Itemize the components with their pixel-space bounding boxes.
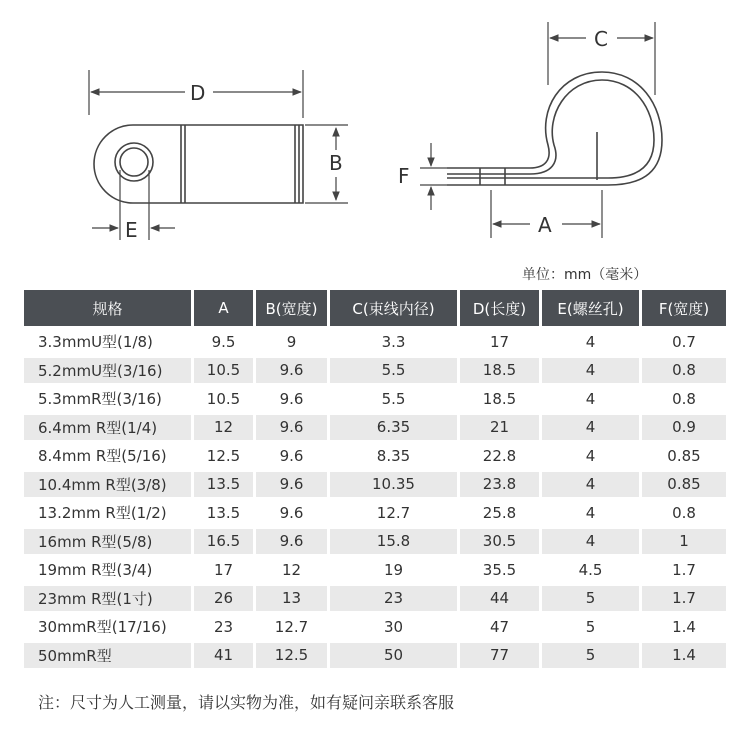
table-row xyxy=(24,611,726,640)
value-b-cell: 12.5 xyxy=(256,640,330,669)
value-b-cell: 13 xyxy=(256,583,330,612)
value-f-cell: 0.85 xyxy=(642,469,726,498)
value-e-cell: 4 xyxy=(542,497,642,526)
value-c-cell: 5.5 xyxy=(330,383,460,412)
table-row xyxy=(24,640,726,669)
spec-name-cell: 5.3mmR型(3/16) xyxy=(24,383,194,412)
value-c-cell: 5.5 xyxy=(330,355,460,384)
table-row xyxy=(24,469,726,498)
value-f-cell: 0.85 xyxy=(642,440,726,469)
value-e-cell: 5 xyxy=(542,611,642,640)
value-d-cell: 35.5 xyxy=(460,554,542,583)
spec-name-cell: 50mmR型 xyxy=(24,640,194,669)
value-c-cell: 30 xyxy=(330,611,460,640)
value-b-cell: 9.6 xyxy=(256,383,330,412)
value-c-cell: 8.35 xyxy=(330,440,460,469)
spec-name-cell: 19mm R型(3/4) xyxy=(24,554,194,583)
value-f-cell: 0.8 xyxy=(642,355,726,384)
label-b: B xyxy=(329,151,343,175)
header-a: A xyxy=(194,290,256,326)
value-f-cell: 0.9 xyxy=(642,412,726,441)
value-f-cell: 0.8 xyxy=(642,497,726,526)
value-c-cell: 10.35 xyxy=(330,469,460,498)
value-a-cell: 26 xyxy=(194,583,256,612)
header-b: B(宽度) xyxy=(256,290,330,326)
value-b-cell: 9.6 xyxy=(256,412,330,441)
value-b-cell: 9.6 xyxy=(256,469,330,498)
value-e-cell: 4 xyxy=(542,526,642,555)
value-e-cell: 4 xyxy=(542,355,642,384)
value-a-cell: 12 xyxy=(194,412,256,441)
label-d: D xyxy=(190,81,206,105)
label-a: A xyxy=(538,213,552,237)
table-body xyxy=(24,326,726,668)
header-d: D(长度) xyxy=(460,290,542,326)
label-c: C xyxy=(594,27,608,51)
value-b-cell: 9.6 xyxy=(256,355,330,384)
value-a-cell: 23 xyxy=(194,611,256,640)
value-d-cell: 18.5 xyxy=(460,355,542,384)
value-b-cell: 9.6 xyxy=(256,440,330,469)
spec-name-cell: 23mm R型(1寸) xyxy=(24,583,194,612)
value-e-cell: 4 xyxy=(542,383,642,412)
value-e-cell: 4 xyxy=(542,469,642,498)
value-b-cell: 12.7 xyxy=(256,611,330,640)
value-a-cell: 10.5 xyxy=(194,355,256,384)
value-c-cell: 19 xyxy=(330,554,460,583)
value-b-cell: 9.6 xyxy=(256,526,330,555)
value-f-cell: 1.7 xyxy=(642,554,726,583)
value-a-cell: 17 xyxy=(194,554,256,583)
spec-name-cell: 30mmR型(17/16) xyxy=(24,611,194,640)
table-row xyxy=(24,383,726,412)
value-b-cell: 9.6 xyxy=(256,497,330,526)
table-row xyxy=(24,497,726,526)
label-f: F xyxy=(398,164,410,188)
value-a-cell: 9.5 xyxy=(194,326,256,355)
top-view-drawing xyxy=(94,125,303,203)
spec-table xyxy=(24,290,726,668)
value-f-cell: 1 xyxy=(642,526,726,555)
table-row xyxy=(24,412,726,441)
table-row xyxy=(24,583,726,612)
value-c-cell: 3.3 xyxy=(330,326,460,355)
spec-name-cell: 5.2mmU型(3/16) xyxy=(24,355,194,384)
value-c-cell: 23 xyxy=(330,583,460,612)
value-a-cell: 10.5 xyxy=(194,383,256,412)
value-c-cell: 6.35 xyxy=(330,412,460,441)
unit-label: 单位：mm（毫米） xyxy=(522,267,648,283)
spec-name-cell: 13.2mm R型(1/2) xyxy=(24,497,194,526)
value-d-cell: 30.5 xyxy=(460,526,542,555)
value-c-cell: 15.8 xyxy=(330,526,460,555)
value-f-cell: 1.4 xyxy=(642,611,726,640)
value-e-cell: 4 xyxy=(542,412,642,441)
value-f-cell: 1.7 xyxy=(642,583,726,612)
value-e-cell: 4 xyxy=(542,326,642,355)
value-f-cell: 0.7 xyxy=(642,326,726,355)
header-f: F(宽度) xyxy=(642,290,726,326)
value-f-cell: 0.8 xyxy=(642,383,726,412)
value-d-cell: 18.5 xyxy=(460,383,542,412)
table-header-row xyxy=(24,290,726,326)
clamp-dimension-diagram xyxy=(0,0,750,260)
table-row xyxy=(24,440,726,469)
value-a-cell: 16.5 xyxy=(194,526,256,555)
header-c: C(束线内径) xyxy=(330,290,460,326)
value-d-cell: 25.8 xyxy=(460,497,542,526)
value-d-cell: 77 xyxy=(460,640,542,669)
value-a-cell: 13.5 xyxy=(194,469,256,498)
spec-name-cell: 16mm R型(5/8) xyxy=(24,526,194,555)
header-spec: 规格 xyxy=(24,290,194,326)
value-e-cell: 5 xyxy=(542,583,642,612)
header-e: E(螺丝孔) xyxy=(542,290,642,326)
value-a-cell: 12.5 xyxy=(194,440,256,469)
table-row xyxy=(24,326,726,355)
spec-name-cell: 10.4mm R型(3/8) xyxy=(24,469,194,498)
disclaimer-note: 注：尺寸为人工测量，请以实物为准，如有疑问亲联系客服 xyxy=(38,693,455,712)
table-row xyxy=(24,355,726,384)
value-d-cell: 22.8 xyxy=(460,440,542,469)
value-d-cell: 47 xyxy=(460,611,542,640)
value-d-cell: 21 xyxy=(460,412,542,441)
value-f-cell: 1.4 xyxy=(642,640,726,669)
value-b-cell: 12 xyxy=(256,554,330,583)
spec-name-cell: 8.4mm R型(5/16) xyxy=(24,440,194,469)
value-b-cell: 9 xyxy=(256,326,330,355)
value-c-cell: 12.7 xyxy=(330,497,460,526)
side-view-drawing xyxy=(447,72,662,185)
value-e-cell: 4 xyxy=(542,440,642,469)
value-d-cell: 23.8 xyxy=(460,469,542,498)
value-d-cell: 44 xyxy=(460,583,542,612)
value-e-cell: 4.5 xyxy=(542,554,642,583)
dimension-f xyxy=(420,143,447,210)
value-e-cell: 5 xyxy=(542,640,642,669)
value-d-cell: 17 xyxy=(460,326,542,355)
value-c-cell: 50 xyxy=(330,640,460,669)
value-a-cell: 13.5 xyxy=(194,497,256,526)
spec-name-cell: 3.3mmU型(1/8) xyxy=(24,326,194,355)
table-row xyxy=(24,526,726,555)
spec-name-cell: 6.4mm R型(1/4) xyxy=(24,412,194,441)
value-a-cell: 41 xyxy=(194,640,256,669)
label-e: E xyxy=(125,218,138,242)
table-row xyxy=(24,554,726,583)
